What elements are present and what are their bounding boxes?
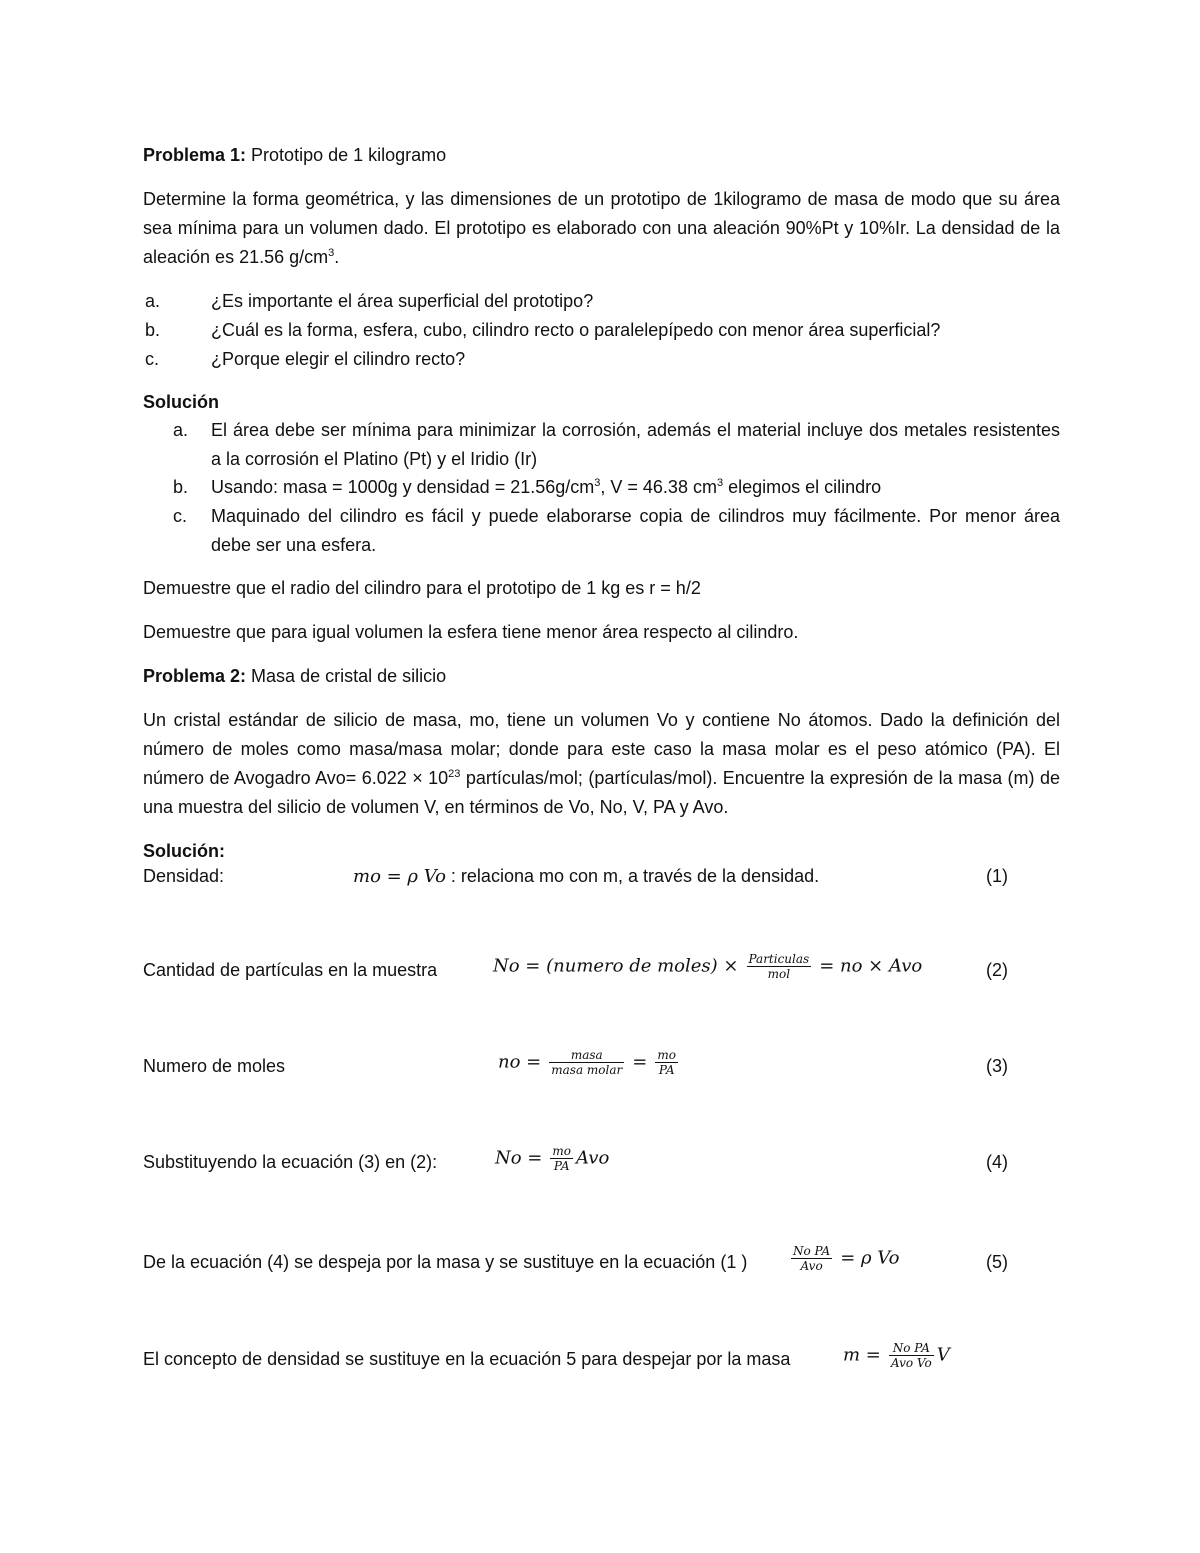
- fraction: [889, 1341, 934, 1370]
- equation-3-row: [143, 1048, 1023, 1116]
- fraction: [791, 1244, 832, 1273]
- fraction-numerator: mo: [657, 1048, 676, 1062]
- equation-6-row: [143, 1341, 1023, 1409]
- solution-heading: Solución: [143, 392, 219, 412]
- problem-2-label: Problema 2:: [143, 666, 247, 686]
- problem-1-label: Problema 1:: [143, 145, 247, 165]
- solution-b-part2: , V = 46.38 cm: [600, 477, 717, 497]
- problem-1-title: [143, 141, 1060, 170]
- superscript: 3: [716, 477, 724, 489]
- equation-3-math-a: no =: [498, 1051, 542, 1073]
- problem-2-statement: [143, 706, 1060, 822]
- equation-1-row: [143, 866, 1023, 926]
- equation-2-math-a: No = (numero de moles) ×: [493, 955, 739, 977]
- fraction-denominator: Avo Vo: [890, 1356, 932, 1370]
- superscript: 23: [448, 768, 461, 780]
- fraction-numerator: mo: [552, 1144, 572, 1158]
- equation-2-row: [143, 952, 1023, 1020]
- equation-4-label: Substituyendo la ecuación (3) en (2):: [143, 1152, 438, 1172]
- problem-2-statement-text: Un cristal estándar de silicio de masa, mo, tiene un volumen Vo y contiene No átomos. Dado la definición del número de moles como masa/masa molar; donde para este caso la masa molar es el peso atómico (PA). El número de Avogadro Avo= 6.022 × 10: [143, 710, 1060, 788]
- equation-1-math: mo = ρ Vo: [353, 866, 446, 887]
- equation-5-number: (5): [986, 1252, 1008, 1272]
- equation-4-number: (4): [986, 1152, 1008, 1172]
- solution-text: Maquinado del cilindro es fácil y puede elaborarse copia de cilindros muy fácilmente. Por menor área debe ser una esfera.: [211, 506, 1060, 555]
- fraction-denominator: PA: [550, 1158, 573, 1173]
- problem-1-statement: [143, 185, 1060, 272]
- list-marker: c.: [145, 349, 160, 369]
- equation-3-number: (3): [986, 1056, 1008, 1076]
- list-marker: a.: [173, 420, 189, 440]
- fraction: [549, 1048, 624, 1077]
- equation-4: [495, 1144, 609, 1173]
- equation-5-math: = ρ Vo: [840, 1247, 900, 1269]
- equation-1-text: : relaciona mo con m, a través de la densidad.: [445, 866, 820, 886]
- solution-b-part1: Usando: masa = 1000g y densidad = 21.56g/cm: [211, 477, 595, 497]
- solution-1-title: [143, 388, 1060, 417]
- problem-2-title: [143, 662, 1060, 691]
- fraction-numerator: No PA: [892, 1341, 930, 1355]
- equation-6: [843, 1341, 950, 1370]
- fraction: [747, 952, 812, 981]
- superscript: 3: [328, 247, 335, 259]
- list-marker: b.: [145, 320, 161, 340]
- list-marker: a.: [145, 291, 161, 311]
- fraction-denominator: masa molar: [551, 1063, 623, 1077]
- equation-6-label: El concepto de densidad se sustituye en la ecuación 5 para despejar por la masa: [143, 1349, 791, 1369]
- equation-2: [493, 952, 922, 981]
- solution-b-part3: elegimos el cilindro: [723, 477, 882, 497]
- equals-sign: =: [632, 1051, 648, 1073]
- equation-4-math-a: No =: [495, 1147, 543, 1169]
- equation-4-row: [143, 1144, 1023, 1212]
- solution-heading: Solución:: [143, 841, 225, 861]
- equation-6-math-a: m =: [843, 1344, 881, 1366]
- equation-5-label-text: De la ecuación (4) se despeja por la masa y se sustituye en la ecuación (1 ): [143, 1252, 748, 1272]
- solution-text: [211, 473, 1060, 502]
- superscript: 3: [594, 477, 601, 489]
- problem-2-statement-text-2: partículas/mol; (partículas/mol). Encuentre la expresión de la masa (m) de una muestra del silicio de volumen V, en términos de Vo, No, V, PA y Avo.: [143, 768, 1060, 817]
- equation-5-label: [143, 1252, 747, 1273]
- question-text: ¿Porque elegir el cilindro recto?: [211, 349, 466, 369]
- fraction-numerator: No PA: [793, 1244, 831, 1258]
- equation-2-number: (2): [986, 960, 1008, 980]
- fraction-denominator: Avo: [791, 1258, 832, 1273]
- equation-1-label: Densidad:: [143, 866, 225, 886]
- fraction-numerator: Particulas: [748, 952, 810, 966]
- fraction-denominator: mol: [747, 966, 812, 981]
- equation-3: [498, 1048, 681, 1077]
- question-text: ¿Es importante el área superficial del prototipo?: [211, 291, 594, 311]
- solution-2-title: [143, 837, 1060, 866]
- fraction: [550, 1144, 573, 1173]
- equation-5-row: [143, 1244, 1023, 1312]
- demonstration-1: Demuestre que el radio del cilindro para el prototipo de 1 kg es r = h/2: [143, 578, 701, 598]
- equation-2-math-b: = no × Avo: [819, 955, 923, 977]
- equation-4-math-b: Avo: [576, 1147, 610, 1169]
- period: .: [334, 247, 340, 267]
- equation-6-math-b: V: [936, 1344, 950, 1366]
- equation-1: [353, 866, 819, 887]
- problem-2-title-text: Masa de cristal de silicio: [246, 666, 447, 686]
- equation-2-label: Cantidad de partículas en la muestra: [143, 960, 438, 980]
- fraction: [655, 1048, 678, 1077]
- problem-1-statement-text: Determine la forma geométrica, y las dimensiones de un prototipo de 1kilogramo de masa de modo que su área sea mínima para un volumen dado. El prototipo es elaborado con una aleación 90%Pt y 10%Ir. La densidad de la aleación es 21.56 g/cm: [143, 189, 1060, 267]
- solution-text: El área debe ser mínima para minimizar la corrosión, además el material incluye dos metales resistentes a la corrosión el Platino (Pt) y el Iridio (Ir): [211, 420, 1060, 469]
- question-text: ¿Cuál es la forma, esfera, cubo, cilindro recto o paralelepípedo con menor área superficial?: [211, 320, 941, 340]
- list-marker: b.: [173, 477, 189, 497]
- equation-5: [788, 1244, 900, 1273]
- demonstration-2: Demuestre que para igual volumen la esfera tiene menor área respecto al cilindro.: [143, 622, 799, 642]
- problem-1-title-text: Prototipo de 1 kilogramo: [246, 145, 447, 165]
- fraction-denominator: PA: [655, 1062, 678, 1077]
- equation-3-label: Numero de moles: [143, 1056, 286, 1076]
- list-marker: c.: [173, 506, 188, 526]
- equation-1-number: (1): [986, 866, 1008, 886]
- fraction-numerator: masa: [570, 1048, 603, 1062]
